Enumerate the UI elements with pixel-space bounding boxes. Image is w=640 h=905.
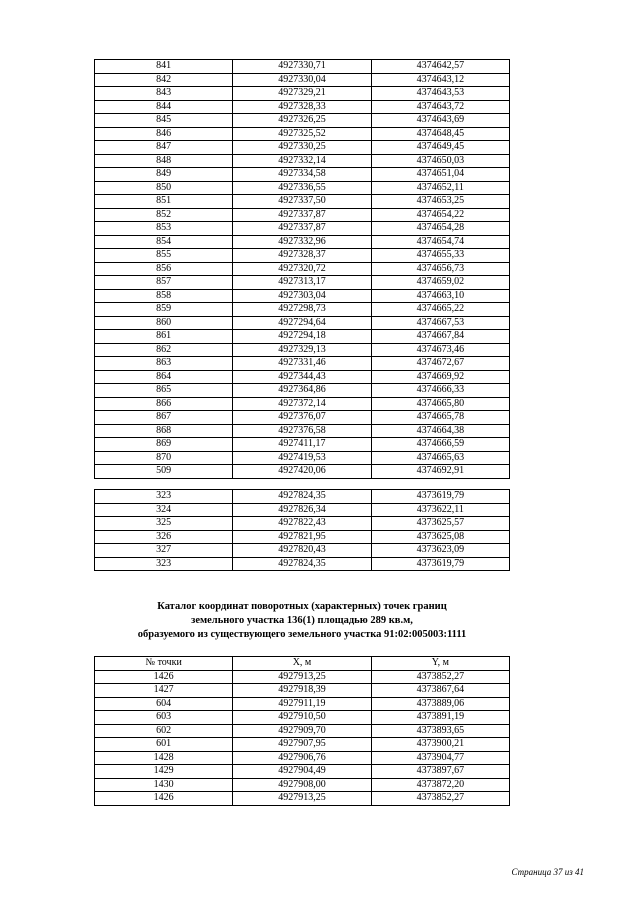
- point-number-cell: 1427: [95, 684, 233, 698]
- x-coordinate-cell: 4927909,70: [233, 724, 371, 738]
- table-row: [95, 738, 510, 752]
- header-point-number: № точки: [95, 657, 233, 671]
- x-coordinate-cell: 4927298,73: [233, 303, 371, 317]
- point-number-cell: 851: [95, 195, 233, 209]
- table-row: [95, 235, 510, 249]
- y-coordinate-cell: 4373625,57: [371, 517, 509, 531]
- x-coordinate-cell: 4927907,95: [233, 738, 371, 752]
- x-coordinate-cell: 4927330,25: [233, 141, 371, 155]
- y-coordinate-cell: 4374652,11: [371, 181, 509, 195]
- y-coordinate-cell: 4374650,03: [371, 154, 509, 168]
- catalog-title-line-3: образуемого из существующего земельного участка 91:02:005003:1111: [137, 629, 467, 640]
- x-coordinate-cell: 4927329,13: [233, 343, 371, 357]
- point-number-cell: 601: [95, 738, 233, 752]
- point-number-cell: 842: [95, 73, 233, 87]
- y-coordinate-cell: 4374665,63: [371, 451, 509, 465]
- point-number-cell: 853: [95, 222, 233, 236]
- table-row: [95, 397, 510, 411]
- catalog-title-line-2: земельного участка 136(1) площадью 289 кв.м,: [191, 615, 413, 626]
- x-coordinate-cell: 4927906,76: [233, 751, 371, 765]
- x-coordinate-cell: 4927411,17: [233, 438, 371, 452]
- y-coordinate-cell: 4374654,22: [371, 208, 509, 222]
- table-header-row: [95, 657, 510, 671]
- point-number-cell: 1426: [95, 792, 233, 806]
- table-row: [95, 557, 510, 571]
- y-coordinate-cell: 4374663,10: [371, 289, 509, 303]
- point-number-cell: 854: [95, 235, 233, 249]
- table-row: [95, 544, 510, 558]
- point-number-cell: 852: [95, 208, 233, 222]
- table-row: [95, 778, 510, 792]
- point-number-cell: 864: [95, 370, 233, 384]
- point-number-cell: 855: [95, 249, 233, 263]
- x-coordinate-cell: 4927336,55: [233, 181, 371, 195]
- x-coordinate-cell: 4927372,14: [233, 397, 371, 411]
- table-row: [95, 73, 510, 87]
- table-row: [95, 517, 510, 531]
- table-row: [95, 357, 510, 371]
- header-x: X, м: [233, 657, 371, 671]
- table-row: [95, 154, 510, 168]
- y-coordinate-cell: 4374665,80: [371, 397, 509, 411]
- x-coordinate-cell: 4927376,07: [233, 411, 371, 425]
- y-coordinate-cell: 4374655,33: [371, 249, 509, 263]
- y-coordinate-cell: 4374666,59: [371, 438, 509, 452]
- y-coordinate-cell: 4374666,33: [371, 384, 509, 398]
- table-row: [95, 424, 510, 438]
- x-coordinate-cell: 4927330,04: [233, 73, 371, 87]
- x-coordinate-cell: 4927419,53: [233, 451, 371, 465]
- table-row: [95, 465, 510, 479]
- x-coordinate-cell: 4927824,35: [233, 557, 371, 571]
- table-row: [95, 100, 510, 114]
- point-number-cell: 325: [95, 517, 233, 531]
- x-coordinate-cell: 4927344,43: [233, 370, 371, 384]
- point-number-cell: 604: [95, 697, 233, 711]
- point-number-cell: 327: [95, 544, 233, 558]
- table-row: [95, 276, 510, 290]
- y-coordinate-cell: 4373625,08: [371, 530, 509, 544]
- x-coordinate-cell: 4927913,25: [233, 670, 371, 684]
- point-number-cell: 1429: [95, 765, 233, 779]
- y-coordinate-cell: 4373622,11: [371, 503, 509, 517]
- point-number-cell: 844: [95, 100, 233, 114]
- point-number-cell: 856: [95, 262, 233, 276]
- table-row: [95, 765, 510, 779]
- table-row: [95, 530, 510, 544]
- point-number-cell: 861: [95, 330, 233, 344]
- y-coordinate-cell: 4373891,19: [371, 711, 509, 725]
- table-row: [95, 87, 510, 101]
- point-number-cell: 859: [95, 303, 233, 317]
- point-number-cell: 1430: [95, 778, 233, 792]
- point-number-cell: 857: [95, 276, 233, 290]
- point-number-cell: 602: [95, 724, 233, 738]
- point-number-cell: 323: [95, 490, 233, 504]
- y-coordinate-cell: 4374643,12: [371, 73, 509, 87]
- y-coordinate-cell: 4373904,77: [371, 751, 509, 765]
- x-coordinate-cell: 4927294,18: [233, 330, 371, 344]
- table-row: [95, 697, 510, 711]
- point-number-cell: 324: [95, 503, 233, 517]
- table-row: [95, 792, 510, 806]
- point-number-cell: 869: [95, 438, 233, 452]
- y-coordinate-cell: 4374673,46: [371, 343, 509, 357]
- table-row: [95, 670, 510, 684]
- point-number-cell: 865: [95, 384, 233, 398]
- x-coordinate-cell: 4927420,06: [233, 465, 371, 479]
- table-row: [95, 330, 510, 344]
- point-number-cell: 862: [95, 343, 233, 357]
- y-coordinate-cell: 4373889,06: [371, 697, 509, 711]
- point-number-cell: 323: [95, 557, 233, 571]
- x-coordinate-cell: 4927294,64: [233, 316, 371, 330]
- point-number-cell: 867: [95, 411, 233, 425]
- point-number-cell: 845: [95, 114, 233, 128]
- x-coordinate-cell: 4927332,14: [233, 154, 371, 168]
- table-row: [95, 411, 510, 425]
- point-number-cell: 848: [95, 154, 233, 168]
- point-number-cell: 846: [95, 127, 233, 141]
- x-coordinate-cell: 4927910,50: [233, 711, 371, 725]
- point-number-cell: 860: [95, 316, 233, 330]
- point-number-cell: 850: [95, 181, 233, 195]
- table-row: [95, 195, 510, 209]
- table-row: [95, 303, 510, 317]
- table-row: [95, 60, 510, 74]
- coordinates-table-continued: [94, 59, 510, 479]
- table-row: [95, 684, 510, 698]
- y-coordinate-cell: 4374667,84: [371, 330, 509, 344]
- point-number-cell: 863: [95, 357, 233, 371]
- y-coordinate-cell: 4373867,64: [371, 684, 509, 698]
- x-coordinate-cell: 4927337,87: [233, 208, 371, 222]
- x-coordinate-cell: 4927303,04: [233, 289, 371, 303]
- table-row: [95, 490, 510, 504]
- x-coordinate-cell: 4927337,87: [233, 222, 371, 236]
- point-number-cell: 1428: [95, 751, 233, 765]
- point-number-cell: 509: [95, 465, 233, 479]
- x-coordinate-cell: 4927824,35: [233, 490, 371, 504]
- y-coordinate-cell: 4374648,45: [371, 127, 509, 141]
- x-coordinate-cell: 4927918,39: [233, 684, 371, 698]
- point-number-cell: 866: [95, 397, 233, 411]
- x-coordinate-cell: 4927330,71: [233, 60, 371, 74]
- x-coordinate-cell: 4927821,95: [233, 530, 371, 544]
- y-coordinate-cell: 4374659,02: [371, 276, 509, 290]
- x-coordinate-cell: 4927329,21: [233, 87, 371, 101]
- table-row: [95, 370, 510, 384]
- page-number: Страница 37 из 41: [511, 867, 584, 877]
- x-coordinate-cell: 4927822,43: [233, 517, 371, 531]
- x-coordinate-cell: 4927328,37: [233, 249, 371, 263]
- table-row: [95, 316, 510, 330]
- y-coordinate-cell: 4374649,45: [371, 141, 509, 155]
- x-coordinate-cell: 4927908,00: [233, 778, 371, 792]
- x-coordinate-cell: 4927326,25: [233, 114, 371, 128]
- y-coordinate-cell: 4374642,57: [371, 60, 509, 74]
- y-coordinate-cell: 4374643,72: [371, 100, 509, 114]
- table-row: [95, 438, 510, 452]
- x-coordinate-cell: 4927325,52: [233, 127, 371, 141]
- table-row: [95, 451, 510, 465]
- x-coordinate-cell: 4927331,46: [233, 357, 371, 371]
- y-coordinate-cell: 4374672,67: [371, 357, 509, 371]
- point-number-cell: 870: [95, 451, 233, 465]
- x-coordinate-cell: 4927334,58: [233, 168, 371, 182]
- x-coordinate-cell: 4927904,49: [233, 765, 371, 779]
- point-number-cell: 849: [95, 168, 233, 182]
- x-coordinate-cell: 4927364,86: [233, 384, 371, 398]
- y-coordinate-cell: 4374654,74: [371, 235, 509, 249]
- catalog-coordinates-table: [94, 656, 510, 806]
- y-coordinate-cell: 4373619,79: [371, 557, 509, 571]
- table-row: [95, 181, 510, 195]
- x-coordinate-cell: 4927328,33: [233, 100, 371, 114]
- point-number-cell: 326: [95, 530, 233, 544]
- x-coordinate-cell: 4927913,25: [233, 792, 371, 806]
- point-number-cell: 847: [95, 141, 233, 155]
- table-row: [95, 751, 510, 765]
- y-coordinate-cell: 4374654,28: [371, 222, 509, 236]
- table-row: [95, 262, 510, 276]
- catalog-title: [94, 600, 510, 642]
- coordinates-table-contour-2: [94, 489, 510, 571]
- x-coordinate-cell: 4927826,34: [233, 503, 371, 517]
- x-coordinate-cell: 4927911,19: [233, 697, 371, 711]
- y-coordinate-cell: 4374656,73: [371, 262, 509, 276]
- table-row: [95, 168, 510, 182]
- point-number-cell: 841: [95, 60, 233, 74]
- point-number-cell: 858: [95, 289, 233, 303]
- table-row: [95, 289, 510, 303]
- y-coordinate-cell: 4374667,53: [371, 316, 509, 330]
- table-row: [95, 249, 510, 263]
- header-y: Y, м: [371, 657, 509, 671]
- y-coordinate-cell: 4373897,67: [371, 765, 509, 779]
- y-coordinate-cell: 4374653,25: [371, 195, 509, 209]
- y-coordinate-cell: 4373872,20: [371, 778, 509, 792]
- table-row: [95, 711, 510, 725]
- y-coordinate-cell: 4374651,04: [371, 168, 509, 182]
- y-coordinate-cell: 4374665,78: [371, 411, 509, 425]
- x-coordinate-cell: 4927820,43: [233, 544, 371, 558]
- table-row: [95, 208, 510, 222]
- table-row: [95, 724, 510, 738]
- table-row: [95, 141, 510, 155]
- y-coordinate-cell: 4373852,27: [371, 670, 509, 684]
- table-row: [95, 222, 510, 236]
- y-coordinate-cell: 4374643,69: [371, 114, 509, 128]
- point-number-cell: 603: [95, 711, 233, 725]
- x-coordinate-cell: 4927332,96: [233, 235, 371, 249]
- x-coordinate-cell: 4927313,17: [233, 276, 371, 290]
- point-number-cell: 1426: [95, 670, 233, 684]
- table-row: [95, 114, 510, 128]
- x-coordinate-cell: 4927320,72: [233, 262, 371, 276]
- y-coordinate-cell: 4374643,53: [371, 87, 509, 101]
- y-coordinate-cell: 4374664,38: [371, 424, 509, 438]
- x-coordinate-cell: 4927337,50: [233, 195, 371, 209]
- y-coordinate-cell: 4374669,92: [371, 370, 509, 384]
- table-row: [95, 503, 510, 517]
- y-coordinate-cell: 4374692,91: [371, 465, 509, 479]
- point-number-cell: 868: [95, 424, 233, 438]
- table-row: [95, 343, 510, 357]
- y-coordinate-cell: 4373619,79: [371, 490, 509, 504]
- catalog-title-line-1: Каталог координат поворотных (характерных) точек границ: [157, 601, 447, 612]
- y-coordinate-cell: 4373900,21: [371, 738, 509, 752]
- y-coordinate-cell: 4373893,65: [371, 724, 509, 738]
- y-coordinate-cell: 4374665,22: [371, 303, 509, 317]
- table-row: [95, 384, 510, 398]
- y-coordinate-cell: 4373623,09: [371, 544, 509, 558]
- y-coordinate-cell: 4373852,27: [371, 792, 509, 806]
- table-row: [95, 127, 510, 141]
- x-coordinate-cell: 4927376,58: [233, 424, 371, 438]
- point-number-cell: 843: [95, 87, 233, 101]
